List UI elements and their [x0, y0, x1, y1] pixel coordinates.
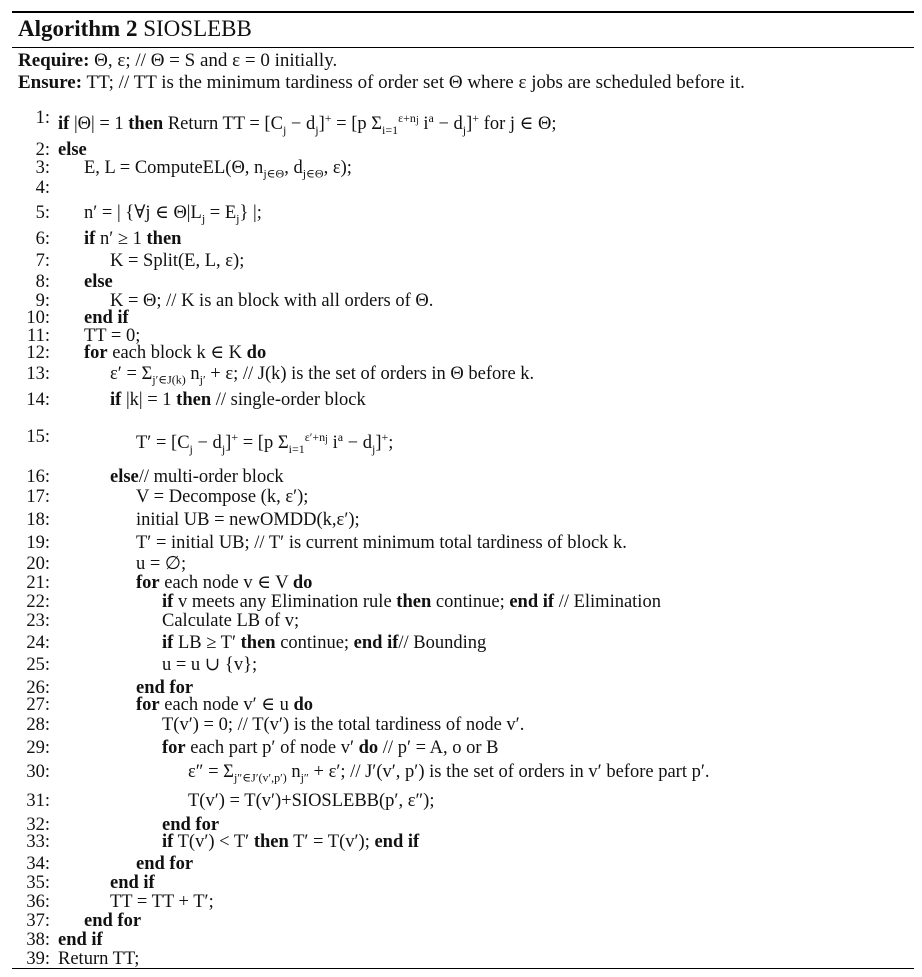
algorithm-body: [12, 0, 914, 977]
line-number: 18:: [26, 510, 50, 530]
line-code: n′ = | {∀j ∈ $\Theta|L_j = E_j$} |;: [84, 203, 262, 226]
algorithm-line: [18, 713, 914, 737]
line-number: 24:: [26, 633, 50, 653]
line-number: 15:: [26, 427, 50, 447]
algorithm-line: [18, 508, 914, 532]
line-code: TT = 0;: [84, 326, 141, 346]
algorithm-line: [18, 830, 914, 854]
line-number: 3:: [35, 158, 50, 178]
algorithm-label: Algorithm 2: [18, 16, 138, 41]
algorithm-line: [18, 609, 914, 633]
line-number: 27:: [26, 695, 50, 715]
line-code: if |Θ| = 1 then Return TT = $[C_j - d_j]^+ = [p$ $\Sigma_{i=1}^{\varepsilon+nj}$ $i^a - d_j]^+$ for j ∈ Θ;: [58, 111, 557, 137]
line-number: 7:: [35, 251, 50, 271]
line-code: initial UB = newOMDD(k,ε′);: [136, 510, 360, 530]
line-code: K = Split(E, L, ε);: [110, 251, 245, 271]
line-number: 14:: [26, 390, 50, 410]
line-code: end for: [162, 815, 220, 835]
line-code: for each node v′ ∈ u do: [136, 695, 314, 715]
line-code: if n′ ≥ 1 then: [84, 229, 182, 249]
line-code: K = Θ; // K is an block with all orders of Θ.: [110, 291, 434, 311]
line-code: end for: [136, 854, 194, 874]
line-code: if v meets any Elimination rule then continue; end if // Elimination: [162, 592, 661, 612]
algorithm-box: [12, 0, 914, 977]
line-code: $\varepsilon'' = \Sigma_{j''\in J'(v',p')}$ $n_{j''} + \varepsilon'$; // J′(v′, p′) is the set of orders in v′ before part p′.: [188, 762, 710, 785]
algorithm-line: [18, 227, 914, 251]
algorithm-line: [18, 631, 914, 655]
line-number: 35:: [26, 873, 50, 893]
line-code: if |k| = 1 then // single-order block: [110, 390, 366, 410]
line-number: 13:: [26, 364, 50, 384]
algorithm-line: [18, 736, 914, 760]
ensure-label: Ensure:: [18, 72, 83, 93]
line-code: $\varepsilon' = \Sigma_{j'\in J(k)}$ $n_{j'} + \varepsilon$; // J(k) is the set of orders in Θ before k.: [110, 364, 535, 387]
line-number: 38:: [26, 930, 50, 950]
line-number: 20:: [26, 554, 50, 574]
line-number: 16:: [26, 467, 50, 487]
line-number: 9:: [35, 291, 50, 311]
line-code: u = u ∪ {v};: [162, 655, 258, 675]
line-code: $T' = [C_j - d_j]^+ = [p$ $\Sigma_{i=1}^{\varepsilon'+nj}$ $i^a - d_j]^+$;: [136, 430, 394, 456]
line-number: 32:: [26, 815, 50, 835]
line-code: else// multi-order block: [110, 467, 284, 487]
bottom-rule: [12, 968, 914, 969]
algorithm-line: [18, 425, 914, 456]
line-number: 30:: [26, 762, 50, 782]
algorithm-line: [18, 653, 914, 677]
line-number: 31:: [26, 791, 50, 811]
line-code: T(v′) = 0; // T(v′) is the total tardiness of node v′.: [162, 715, 525, 735]
line-code: for each block k ∈ K do: [84, 343, 267, 363]
line-code: TT = TT + T′;: [110, 892, 214, 912]
line-code: else: [58, 140, 87, 160]
line-code: if T(v′) < T′ then T′ = T(v′); end if: [162, 832, 420, 852]
line-number: 5:: [35, 203, 50, 223]
line-number: 37:: [26, 911, 50, 931]
line-number: 1:: [35, 108, 50, 128]
line-number: 2:: [35, 140, 50, 160]
line-number: 22:: [26, 592, 50, 612]
line-number: 4:: [35, 178, 50, 198]
line-number: 23:: [26, 611, 50, 631]
line-code: for each part p′ of node v′ do // p′ = A, o or B: [162, 738, 499, 758]
algorithm-line: [18, 106, 914, 137]
ensure-text: TT; // TT is the minimum tardiness of order set Θ where ε jobs are scheduled before it.: [86, 72, 745, 93]
line-number: 36:: [26, 892, 50, 912]
line-code: if LB ≥ T′ then continue; end if// Bounding: [162, 633, 487, 653]
line-number: 39:: [26, 949, 50, 969]
line-code: T′ = initial UB; // T′ is current minimum total tardiness of block k.: [136, 533, 627, 553]
line-code: end for: [136, 678, 194, 698]
line-code: E, L = ComputeEL(Θ, $n_{j\in\Theta}$, $d_{j\in\Theta}$, ε);: [84, 158, 352, 181]
line-number: 26:: [26, 678, 50, 698]
line-number: 10:: [26, 308, 50, 328]
line-code: else: [84, 272, 113, 292]
line-number: 6:: [35, 229, 50, 249]
line-number: 28:: [26, 715, 50, 735]
line-number: 33:: [26, 832, 50, 852]
algorithm-line: [18, 201, 914, 225]
line-code: Calculate LB of v;: [162, 611, 300, 631]
algorithm-line: [18, 362, 914, 386]
line-number: 19:: [26, 533, 50, 553]
line-code: Return TT;: [58, 949, 140, 969]
line-code: for each node v ∈ V do: [136, 573, 313, 593]
line-number: 8:: [35, 272, 50, 292]
line-number: 17:: [26, 487, 50, 507]
line-code: end if: [58, 930, 103, 950]
line-number: 21:: [26, 573, 50, 593]
line-code: V = Decompose (k, ε′);: [136, 487, 309, 507]
line-number: 11:: [27, 326, 50, 346]
line-number: 12:: [26, 343, 50, 363]
algorithm-line: [18, 176, 914, 200]
algorithm-line: [18, 485, 914, 509]
line-code: end if: [84, 308, 129, 328]
algorithm-line: [18, 760, 914, 784]
line-number: 29:: [26, 738, 50, 758]
line-number: 25:: [26, 655, 50, 675]
algorithm-line: [18, 789, 914, 813]
require-label: Require:: [18, 50, 90, 71]
algorithm-name: SIOSLEBB: [143, 16, 252, 41]
line-code: T(v′) = T(v′)+SIOSLEBB(p′, ε″);: [188, 791, 435, 811]
line-code: end if: [110, 873, 155, 893]
line-code: u = ∅;: [136, 554, 187, 574]
line-code: end for: [84, 911, 142, 931]
require-text: Θ, ε; // Θ = S and ε = 0 initially.: [94, 50, 338, 71]
algorithm-line: [18, 388, 914, 412]
line-number: 34:: [26, 854, 50, 874]
